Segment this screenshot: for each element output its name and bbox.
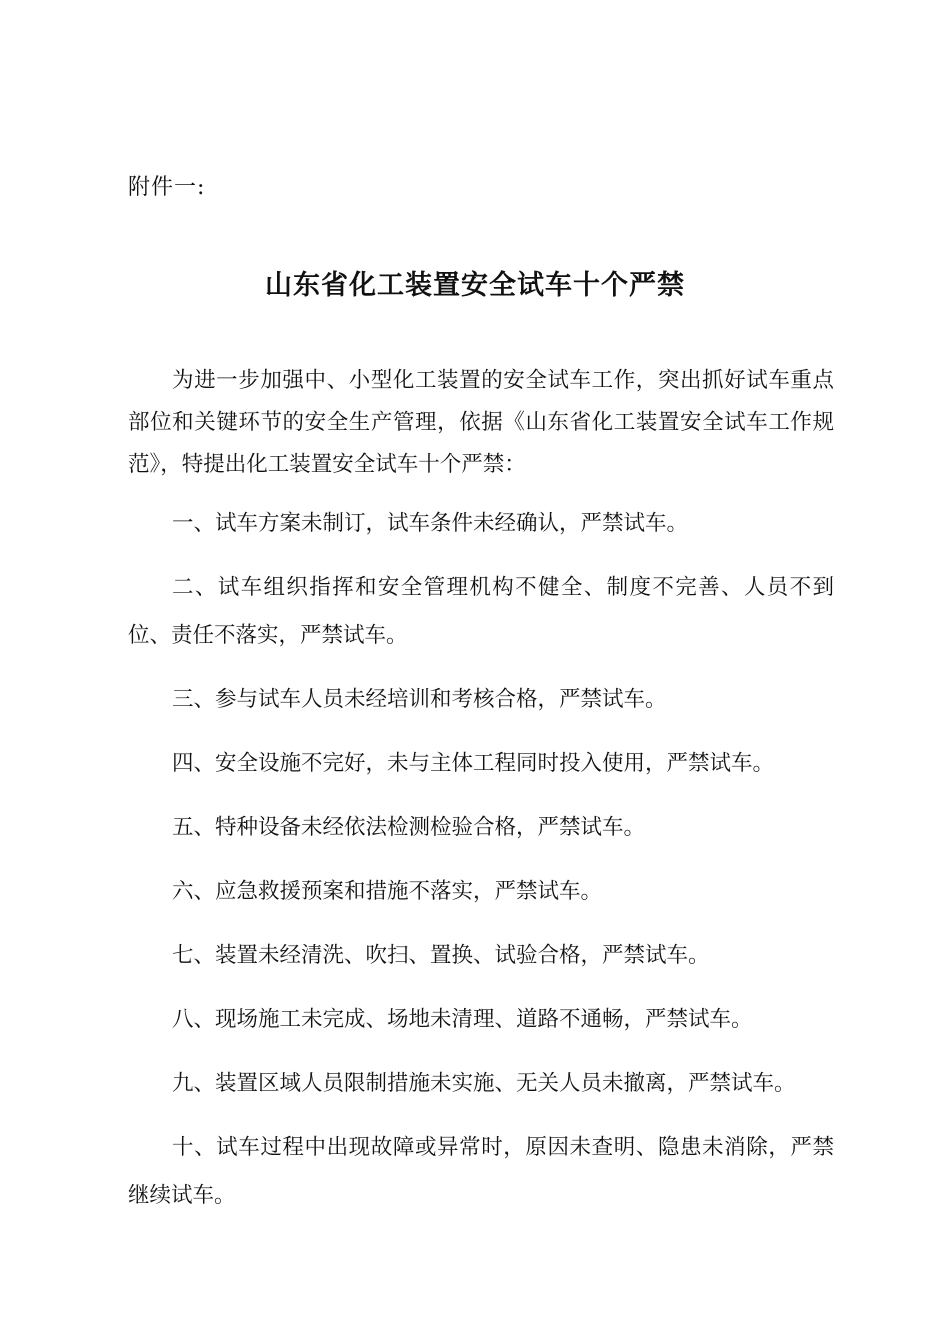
attachment-label: 附件一: bbox=[128, 175, 206, 200]
prohibition-item-7: 七、装置未经清洗、吹扫、置换、试验合格，严禁试车。 bbox=[172, 943, 710, 968]
prohibition-item-6: 六、应急救援预案和措施不落实，严禁试车。 bbox=[172, 879, 603, 904]
prohibition-item-2: 二、试车组织指挥和安全管理机构不健全、制度不完善、人员不到位、责任不落实，严禁试车。 bbox=[128, 575, 834, 648]
prohibition-item-1: 一、试车方案未制订，试车条件未经确认，严禁试车。 bbox=[172, 511, 689, 536]
prohibition-item-9: 九、装置区域人员限制措施未实施、无关人员未撤离，严禁试车。 bbox=[172, 1071, 796, 1096]
prohibition-item-3: 三、参与试车人员未经培训和考核合格，严禁试车。 bbox=[172, 687, 667, 712]
intro-paragraph: 为进一步加强中、小型化工装置的安全试车工作，突出抓好试车重点部位和关键环节的安全生产管理，依据《山东省化工装置安全试车工作规范》，特提出化工装置安全试车十个严禁： bbox=[128, 368, 834, 477]
prohibition-item-8: 八、现场施工未完成、场地未清理、道路不通畅，严禁试车。 bbox=[172, 1007, 753, 1032]
document-title: 山东省化工装置安全试车十个严禁 bbox=[265, 270, 685, 301]
prohibition-item-10: 十、试车过程中出现故障或异常时，原因未查明、隐患未消除，严禁继续试车。 bbox=[128, 1135, 834, 1208]
document-body bbox=[128, 360, 834, 1236]
prohibition-item-4: 四、安全设施不完好，未与主体工程同时投入使用，严禁试车。 bbox=[172, 751, 775, 776]
prohibition-item-5: 五、特种设备未经依法检测检验合格，严禁试车。 bbox=[172, 815, 646, 840]
